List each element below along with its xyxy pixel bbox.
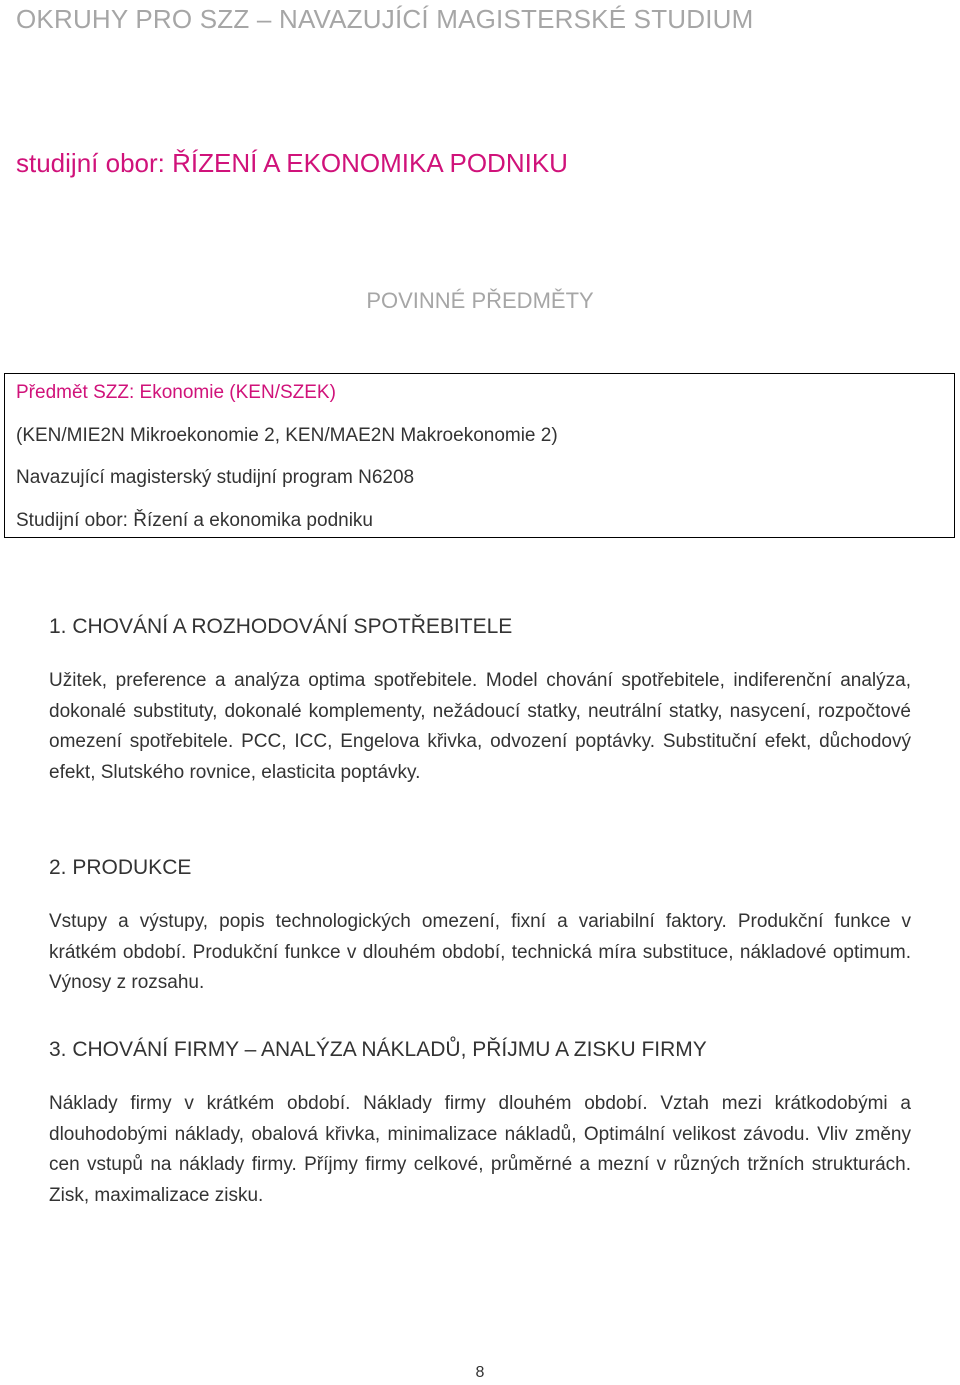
topic-heading: 2. PRODUKCE bbox=[49, 856, 192, 879]
study-field-subtitle: studijní obor: ŘÍZENÍ A EKONOMIKA PODNIKU bbox=[16, 148, 568, 178]
topic-text: Užitek, preference a analýza optima spotřebitele. Model chování spotřebitele, indiferenční analýza, dokonalé substituty, dokonalé komplementy, nežádoucí statky, neutrální statky, nasycení, rozpočtové omezení spotřebitele. PCC, ICC, Engelova křivka, odvození poptávky. Substituční efekt, důchodový efekt, Slutského rovnice, elasticita poptávky. bbox=[49, 670, 911, 783]
page-number: 8 bbox=[475, 1364, 485, 1381]
field-line: Studijní obor: Řízení a ekonomika podniku bbox=[16, 510, 373, 531]
section-heading: POVINNÉ PŘEDMĚTY bbox=[366, 288, 594, 313]
topic-text: Vstupy a výstupy, popis technologických omezení, fixní a variabilní faktory. Produkční funkce v krátkém období. Produkční funkce v dlouhém období, technická míra substituce, nákladové optimum. Výnosy z rozsahu. bbox=[49, 911, 911, 993]
courses-line: (KEN/MIE2N Mikroekonomie 2, KEN/MAE2N Makroekonomie 2) bbox=[16, 425, 558, 446]
subject-info-box bbox=[4, 373, 955, 538]
topic-text: Náklady firmy v krátkém období. Náklady firmy dlouhém období. Vztah mezi krátkodobými a dlouhodobými náklady, obalová křivka, minimalizace nákladů, Optimální velikost závodu. Vliv změny cen vstupů na náklady firmy. Příjmy firmy celkové, průměrné a mezní v různých tržních strukturách. Zisk, maximalizace zisku. bbox=[49, 1093, 911, 1206]
program-line: Navazující magisterský studijní program N6208 bbox=[16, 467, 415, 488]
topic-section-3 bbox=[49, 1038, 911, 1211]
document-main-title: OKRUHY PRO SZZ – NAVAZUJÍCÍ MAGISTERSKÉ STUDIUM bbox=[16, 4, 754, 34]
subject-line: Předmět SZZ: Ekonomie (KEN/SZEK) bbox=[16, 382, 336, 403]
topic-section-1 bbox=[49, 615, 911, 788]
topic-heading: 1. CHOVÁNÍ A ROZHODOVÁNÍ SPOTŘEBITELE bbox=[49, 615, 513, 638]
topic-heading: 3. CHOVÁNÍ FIRMY – ANALÝZA NÁKLADŮ, PŘÍJMU A ZISKU FIRMY bbox=[49, 1038, 707, 1061]
topic-section-2 bbox=[49, 856, 911, 999]
